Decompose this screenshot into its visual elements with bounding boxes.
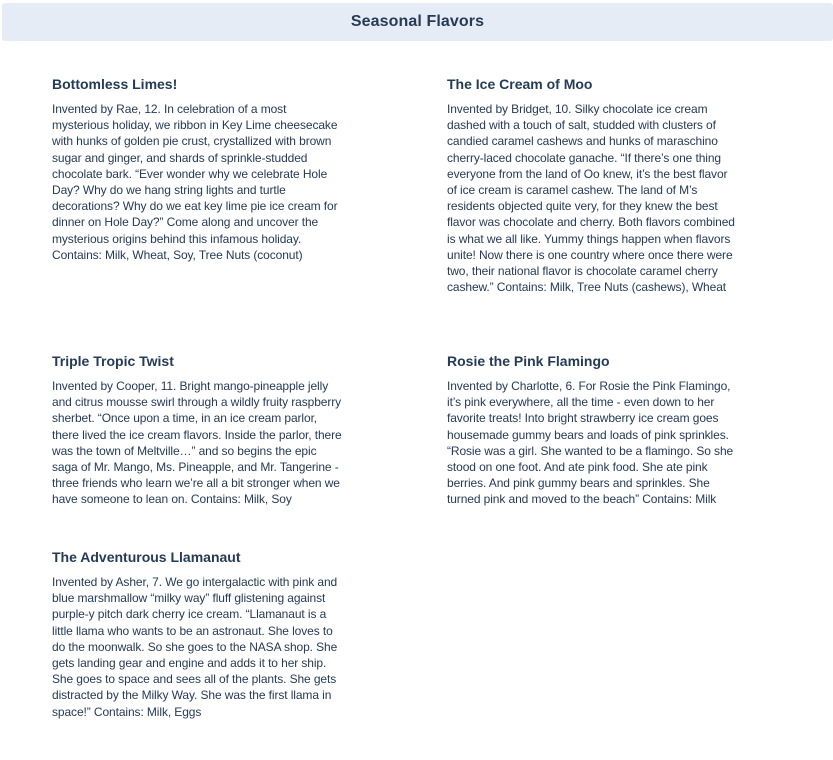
section-header [2, 3, 833, 41]
flavor-card [447, 352, 739, 508]
flavor-card [52, 352, 344, 508]
flavor-description: Invented by Asher, 7. We go intergalactic with pink and blue marshmallow “milky way” fluff glistening against purple-y pitch dark cherry ice cream. “Llamanaut is a little llama who wants to be an astronaut. She loves to do the moonwalk. So she goes to the NASA shop. She gets landing gear and engine and adds it to her ship. She goes to space and sees all of the plants. She gets distracted by the Milky Way. She was the first llama in space!” Contains: Milk, Eggs [52, 575, 338, 719]
flavor-card [52, 75, 344, 263]
flavor-description: Invented by Charlotte, 6. For Rosie the Pink Flamingo, it’s pink everywhere, all the time - even down to her favorite treats! Into bright strawberry ice cream goes housemade gummy bears and loads of pink sprinkles. “Rosie was a girl. She wanted to be a flamingo. So she stood on one foot. And ate pink food. She ate pink berries. And pink gummy bears and sprinkles. She turned pink and moved to the beach” Contains: Milk [447, 379, 734, 507]
flavor-name: Rosie the Pink Flamingo [447, 353, 610, 369]
flavor-name: Bottomless Limes! [52, 76, 178, 92]
flavor-card [447, 75, 739, 295]
flavor-name: Triple Tropic Twist [52, 353, 174, 369]
flavor-description: Invented by Bridget, 10. Silky chocolate ice cream dashed with a touch of salt, studded with clusters of candied caramel cashews and hunks of maraschino cherry-laced chocolate ganache. “If there’s one thing everyone from the land of Oo knew, it’s the best flavor of ice cream is caramel cashew. The land of M’s residents objected quite very, for they knew the best flavor was chocolate and cherry. Both flavors combined is what we all like. Yummy things happen when flavors unite! Now there is one country where once there were two, their national flavor is chocolate caramel cherry cashew.” Contains: Milk, Tree Nuts (cashews), Wheat [447, 102, 735, 295]
page-title: Seasonal Flavors [350, 13, 485, 30]
flavor-description: Invented by Cooper, 11. Bright mango-pineapple jelly and citrus mousse swirl through a wildly fruity raspberry sherbet. “Once upon a time, in an ice cream parlor, there lived the ice cream flavors. Inside the parlor, there was the town of Meltville…” and so begins the epic saga of Mr. Mango, Ms. Pineapple, and Mr. Tangerine - three friends who learn we’re all a bit stronger when we have someone to lean on. Contains: Milk, Soy [52, 379, 342, 507]
flavor-card [52, 548, 344, 720]
flavor-name: The Ice Cream of Moo [447, 76, 593, 92]
flavor-description: Invented by Rae, 12. In celebration of a most mysterious holiday, we ribbon in Key Lime cheesecake with hunks of golden pie crust, crystallized with brown sugar and ginger, and shards of sprinkle-studded chocolate bark. “Ever wonder why we celebrate Hole Day? Why do we hang string lights and turtle decorations? Why do we eat key lime pie ice cream for dinner on Hole Day?” Come along and uncover the mysterious origins behind this infamous holiday. Contains: Milk, Wheat, Soy, Tree Nuts (coconut) [52, 102, 338, 262]
flavor-name: The Adventurous Llamanaut [52, 549, 241, 565]
